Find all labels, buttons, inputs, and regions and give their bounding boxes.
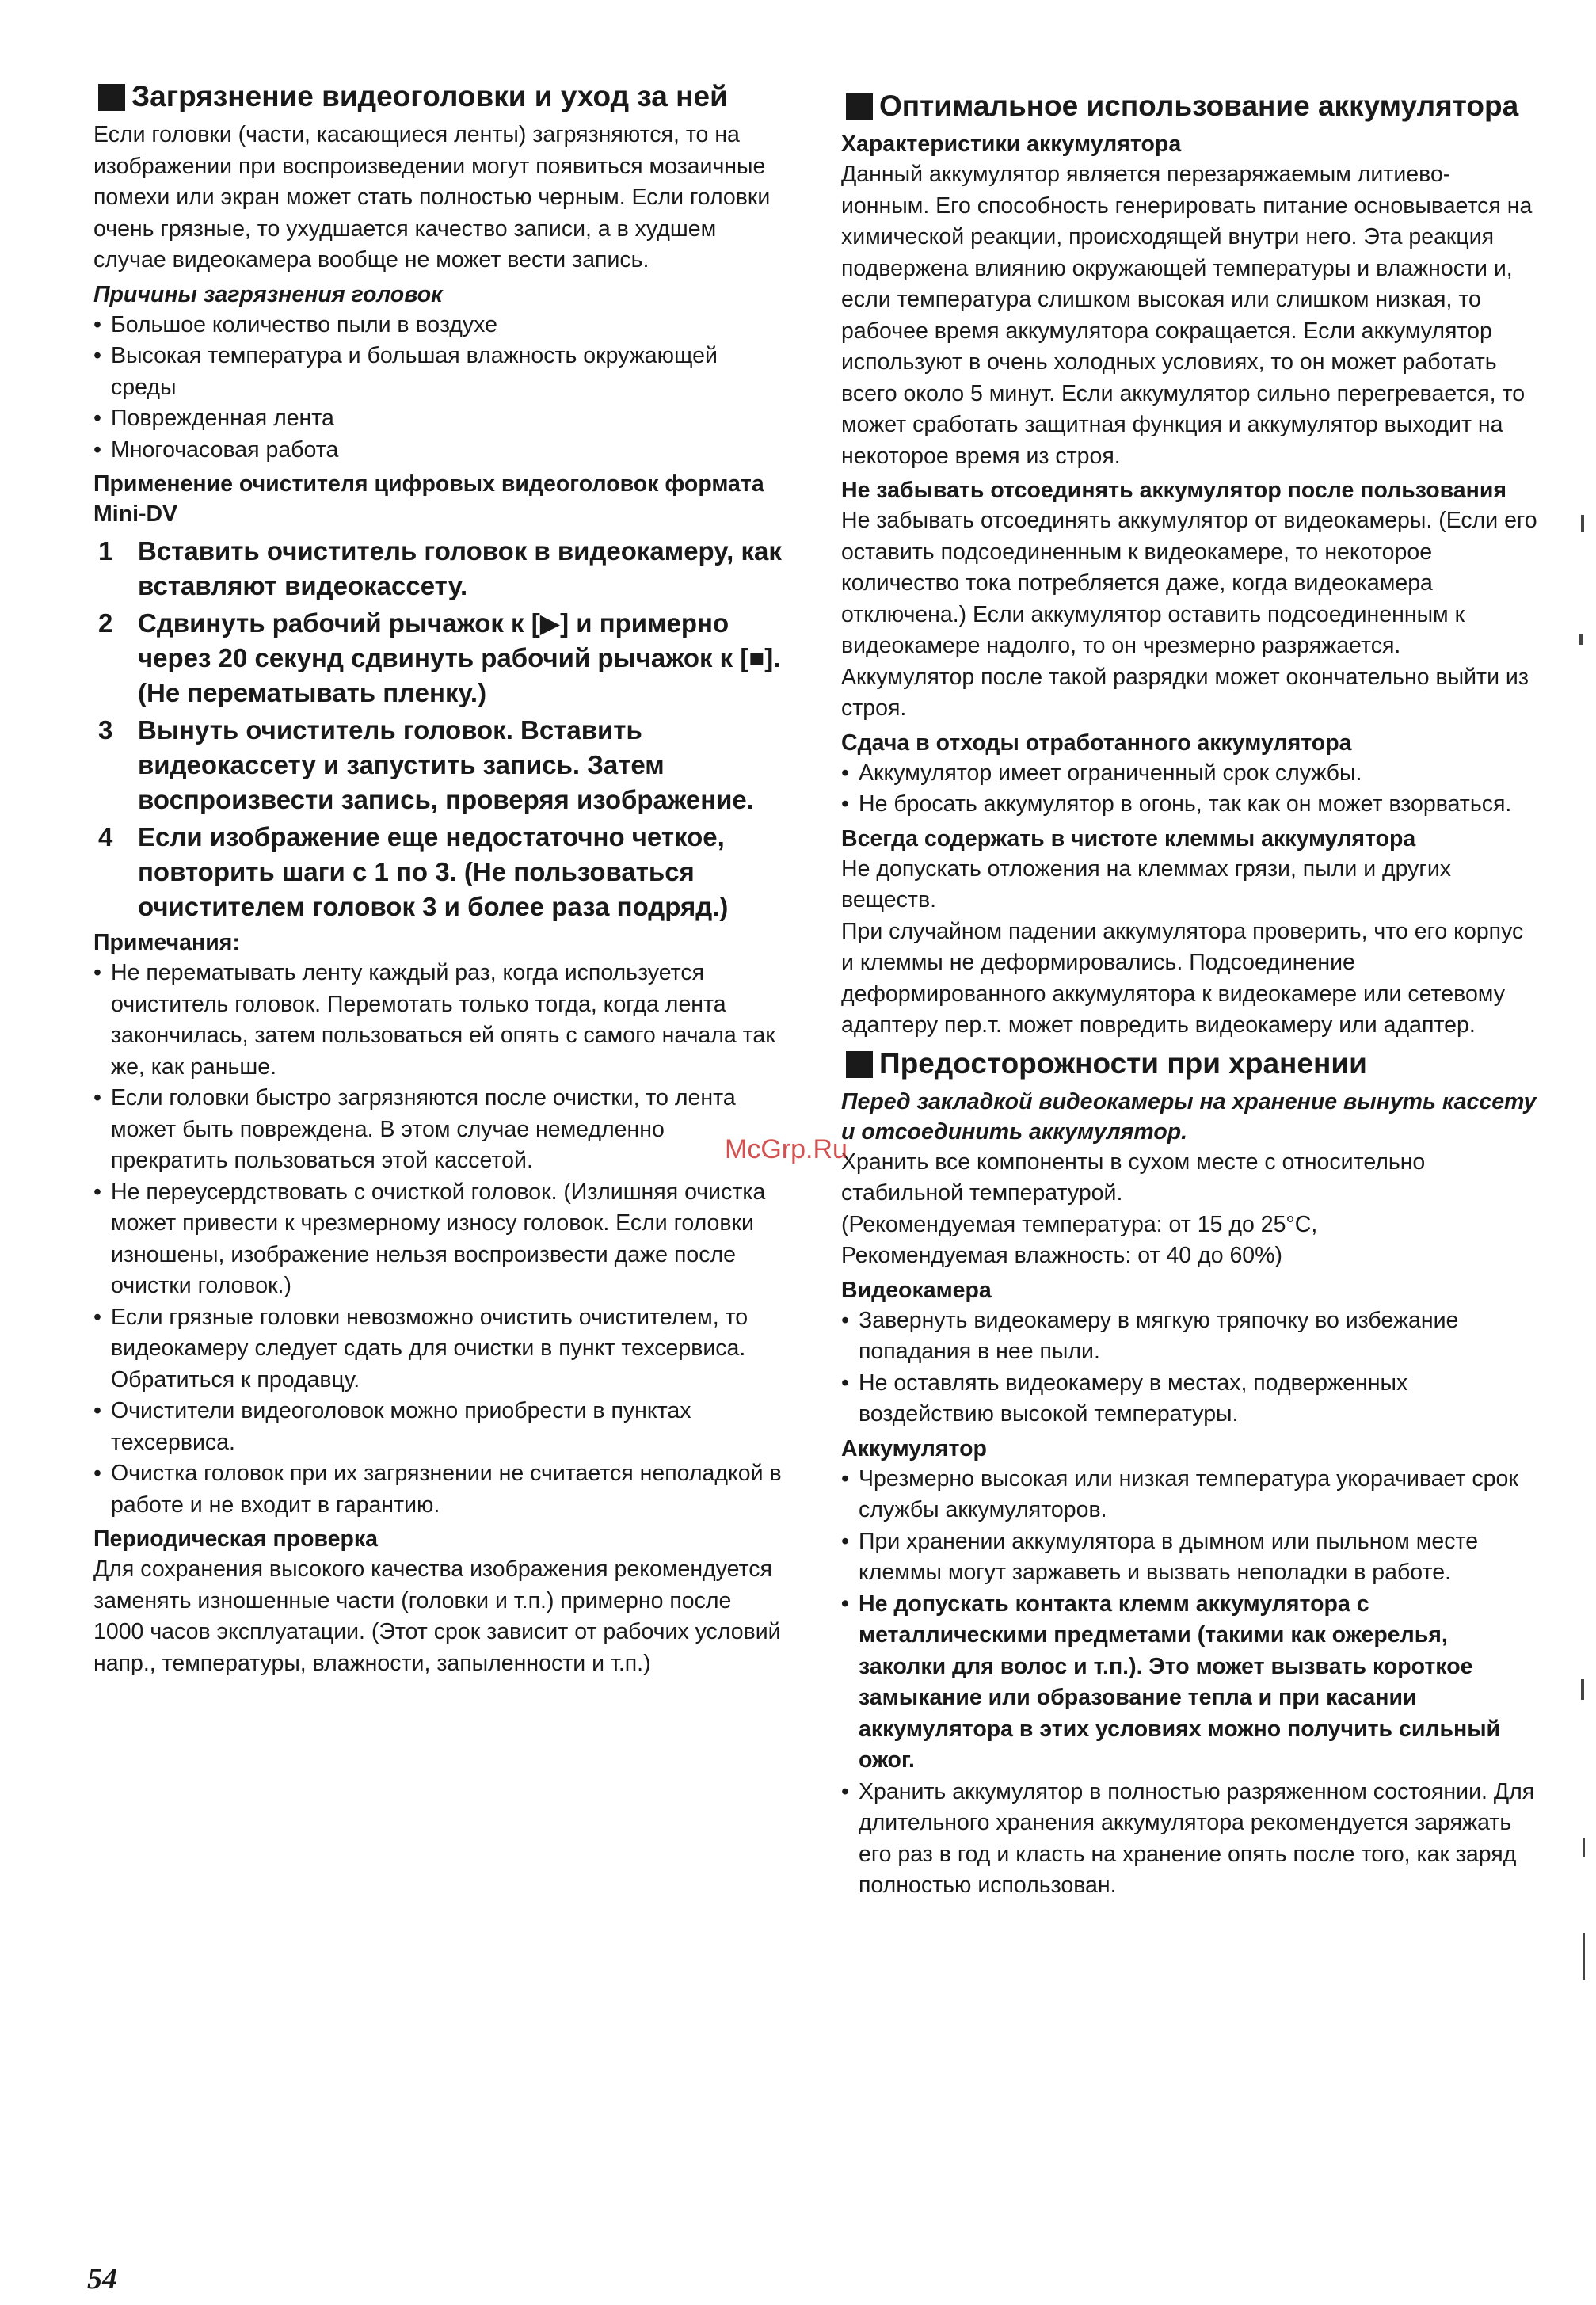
detach-heading: Не забывать отсоединять аккумулятор после пользования: [841, 478, 1507, 503]
section-heading-battery: Оптимальное использование аккумулятора: [841, 89, 1538, 123]
page-number: 54: [87, 2262, 117, 2295]
notes-list: [93, 958, 783, 1521]
step-item: 2 Сдвинуть рабочий рычажок к [▶] и примерно через 20 секунд сдвинуть рабочий рычажок к [■]. (Не перематывать пленку.): [98, 608, 781, 707]
watermark: McGrp.Ru: [725, 1134, 848, 1164]
scan-artifact: [1583, 1838, 1585, 1857]
list-item: • Многочасовая работа: [93, 436, 339, 463]
list-item-warning: • Не допускать контакта клемм аккумулятора с металлическими предметами (такими как ожерелья, заколки для волос и т.п.). Это может вызвать короткое замыкание или образование тепла и при касании аккумулятора в этих условиях можно получить сильный ожог.: [841, 1591, 1501, 1773]
list-item: • Очистка головок при их загрязнении не считается неполадкой в работе и не входит в гарантию.: [93, 1461, 782, 1518]
camera-heading: Видеокамера: [841, 1277, 992, 1303]
storage-text: Хранить все компоненты в сухом месте с относительно стабильной температурой.: [841, 1149, 1426, 1206]
list-item: • Не бросать аккумулятор в огонь, так как он может взорваться.: [841, 791, 1512, 817]
clean-terminals-text: Не допускать отложения на клеммах грязи, пыли и других веществ.: [841, 855, 1452, 912]
step-item: 1 Вставить очиститель головок в видеокамеру, как вставляют видеокассету.: [98, 536, 782, 600]
left-column: [93, 79, 783, 1679]
list-item: • Аккумулятор имеет ограниченный срок службы.: [841, 760, 1362, 786]
notes-heading: Примечания:: [93, 930, 240, 955]
heading-square-icon: [846, 93, 873, 120]
list-item: • Не перематывать ленту каждый раз, когда используется очиститель головок. Перемотать только тогда, когда лента закончилась, затем пользоваться ей опять с самого начала так же, как раньше.: [93, 960, 775, 1080]
list-item: • Высокая температура и большая влажность окружающей среды: [93, 343, 718, 400]
clean-terminals-heading: Всегда содержать в чистоте клеммы аккумулятора: [841, 825, 1416, 852]
drop-check-text: При случайном падении аккумулятора проверить, что его корпус и клеммы не деформировались. Подсоединение деформированного аккумулятора к видеокамере или сетевому адаптеру пер.т. может повредить видеокамеру или адаптер.: [841, 918, 1524, 1038]
battery-char-heading: Характеристики аккумулятора: [841, 131, 1182, 157]
battery-storage-list: [841, 1464, 1538, 1902]
battery-storage-heading: Аккумулятор: [841, 1435, 987, 1461]
cleaning-steps: [93, 534, 783, 924]
step-item: 3 Вынуть очиститель головок. Вставить видеокассету и запустить запись. Затем воспроизвести запись, проверяя изображение.: [98, 715, 754, 814]
list-item: • Большое количество пыли в воздухе: [93, 311, 497, 337]
storage-temperature: (Рекомендуемая температура: от 15 до 25°C,: [841, 1211, 1318, 1237]
scan-artifact: [1583, 1933, 1585, 1980]
list-item: • Очистители видеоголовок можно приобрести в пунктах техсервиса.: [93, 1398, 691, 1455]
head-cleaning-intro: Если головки (части, касающиеся ленты) загрязняются, то на изображении при воспроизведении могут появиться мозаичные помехи или экран может стать полностью черным. Если головки очень грязные, то ухудшается качество записи, а в худшем случае видеокамера вообще не может вести запись.: [93, 122, 771, 272]
list-item: • Поврежденная лента: [93, 406, 334, 431]
scan-artifact: [1579, 634, 1583, 645]
camera-list: [841, 1305, 1538, 1431]
list-item: • При хранении аккумулятора в дымном или пыльном месте клеммы могут заржаветь и вызвать неполадки в работе.: [841, 1528, 1479, 1585]
scan-artifact: [1581, 1679, 1584, 1700]
list-item: • Если грязные головки невозможно очистить очистителем, то видеокамеру следует сдать для очистки в пункт техсервиса. Обратиться к продавцу.: [93, 1304, 748, 1393]
right-column: [841, 89, 1538, 1902]
list-item: • Хранить аккумулятор в полностью разряженном состоянии. Для длительного хранения аккумулятора рекомендуется заряжать его раз в год и класть на хранение опять после того, как заряд полностью использован.: [841, 1778, 1535, 1898]
list-item: • Завернуть видеокамеру в мягкую тряпочку во избежание попадания в нее пыли.: [841, 1307, 1459, 1364]
periodic-heading: Периодическая проверка: [93, 1526, 378, 1552]
periodic-text: Для сохранения высокого качества изображения рекомендуется заменять изношенные части (головки и т.п.) примерно после 1000 часов эксплуатации. (Этот срок зависит от рабочих условий напр., температуры, влажности, запыленности и т.п.): [93, 1556, 781, 1676]
heading-square-icon: [846, 1051, 873, 1078]
scan-artifact: [1581, 515, 1584, 532]
causes-heading: Причины загрязнения головок: [93, 281, 443, 307]
list-item: • Чрезмерно высокая или низкая температура укорачивает срок службы аккумуляторов.: [841, 1465, 1518, 1522]
disposal-heading: Сдача в отходы отработанного аккумулятора: [841, 730, 1352, 756]
step-item: 4 Если изображение еще недостаточно четкое, повторить шаги с 1 по 3. (Не пользоваться очистителем головок 3 и более раза подряд.): [98, 822, 729, 921]
causes-list: [93, 310, 783, 467]
cleaner-heading: Применение очистителя цифровых видеоголовок формата Mini-DV: [93, 471, 764, 527]
disposal-list: [841, 758, 1538, 821]
storage-humidity: Рекомендуемая влажность: от 40 до 60%): [841, 1243, 1282, 1268]
list-item: • Если головки быстро загрязняются после очистки, то лента может быть повреждена. В этом случае немедленно прекратить пользоваться этой кассетой.: [93, 1085, 736, 1173]
list-item: • Не оставлять видеокамеру в местах, подверженных воздействию высокой температуры.: [841, 1370, 1408, 1427]
heading-square-icon: [98, 84, 125, 111]
section-heading-storage: Предосторожности при хранении: [841, 1046, 1538, 1080]
list-item: • Не переусердствовать с очисткой головок. (Излишняя очистка может привести к чрезмерному износу головок. Если головки изношены, изображение нельзя воспроизвести даже после очистки головок.): [93, 1179, 766, 1298]
section-heading-head-cleaning: Загрязнение видеоголовки и уход за ней: [93, 79, 783, 113]
battery-char-text: Данный аккумулятор является перезаряжаемым литиево-ионным. Его способность генерировать питание основывается на химической реакции, происходящей внутри него. Эта реакция подвержена влиянию окружающей температуры и влажности и, если температура слишком высокая или слишком низкая, то рабочее время аккумулятора сокращается. Если аккумулятор используют в очень холодных условиях, то он может работать всего около 5 минут. Если аккумулятор сильно перегревается, то может сработать защитная функция и аккумулятор выходит на некоторое время из строя.: [841, 162, 1533, 469]
detach-text: Не забывать отсоединять аккумулятор от видеокамеры. (Если его оставить подсоединенным к видеокамере, то некоторое количество тока потребляется даже, когда видеокамера отключена.) Если аккумулятор оставить подсоединенным к видеокамере надолго, то он чрезмерно разряжается. Аккумулятор после такой разрядки может окончательно выйти из строя.: [841, 508, 1537, 721]
storage-lead: Перед закладкой видеокамеры на хранение вынуть кассету и отсоединить аккумулятор.: [841, 1088, 1537, 1145]
